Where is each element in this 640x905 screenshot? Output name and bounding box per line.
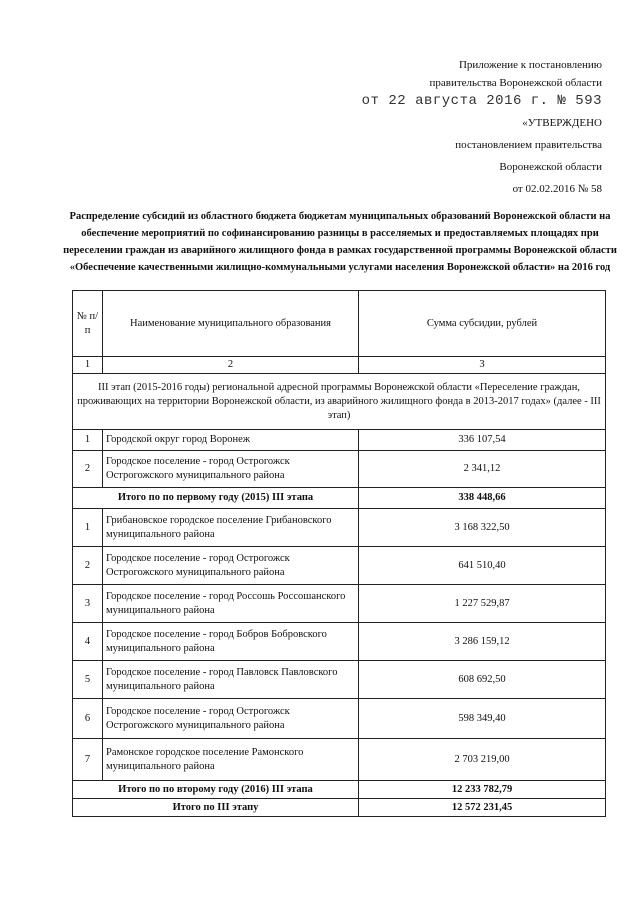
total-label: Итого по по первому году (2015) III этапа (73, 488, 359, 509)
total-sum: 12 572 231,45 (359, 799, 606, 817)
row-number: 3 (73, 585, 103, 623)
row-name: Грибановское городское поселение Грибановского муниципального района (103, 509, 359, 547)
stage-row (73, 374, 606, 430)
row-sum: 598 349,40 (359, 699, 606, 739)
document-title: Распределение субсидий из областного бюджета бюджетам муниципальных образований Воронежской области на обеспечение мероприятий по софинансированию разницы в расселяемых и предоставляемых площадях при переселении граждан из аварийного жилищного фонда в рамках государственной программы Воронежской области «Обеспечение качественными жилищно-коммунальными услугами населения Воронежской области» на 2016 год (63, 211, 617, 273)
row-name: Городской округ город Воронеж (103, 430, 359, 451)
row-name: Городское поселение - город Острогожск Острогожского муниципального района (103, 699, 359, 739)
table-row (73, 739, 606, 781)
table-row (73, 623, 606, 661)
row-sum: 2 703 219,00 (359, 739, 606, 781)
subsidy-table (72, 290, 606, 817)
header-name: Наименование муниципального образования (103, 291, 359, 357)
row-number: 6 (73, 699, 103, 739)
total-sum: 12 233 782,79 (359, 781, 606, 799)
row-name: Рамонское городское поселение Рамонского муниципального района (103, 739, 359, 781)
row-number: 4 (73, 623, 103, 661)
column-number-row (73, 357, 606, 374)
row-name: Городское поселение - город Россошь Россошанского муниципального района (103, 585, 359, 623)
table-row (73, 430, 606, 451)
row-number: 5 (73, 661, 103, 699)
row-sum: 608 692,50 (359, 661, 606, 699)
year2-total-row (73, 781, 606, 799)
row-number: 2 (73, 547, 103, 585)
table-header-row (73, 291, 606, 357)
approval-line: от 02.02.2016 № 58 (512, 183, 602, 195)
approval-line: Воронежской области (499, 161, 602, 173)
grand-total-row (73, 799, 606, 817)
total-sum: 338 448,66 (359, 488, 606, 509)
col-number: 2 (103, 357, 359, 374)
row-sum: 1 227 529,87 (359, 585, 606, 623)
row-number: 1 (73, 509, 103, 547)
table-row (73, 699, 606, 739)
date-stamp: от 22 августа 2016 г. № 593 (361, 93, 602, 109)
approval-line: постановлением правительства (455, 139, 602, 151)
appendix-line: Приложение к постановлению (458, 59, 602, 71)
row-number: 7 (73, 739, 103, 781)
table-row (73, 451, 606, 488)
col-number: 3 (359, 357, 606, 374)
table-row (73, 509, 606, 547)
row-sum: 2 341,12 (359, 451, 606, 488)
col-number: 1 (73, 357, 103, 374)
year1-total-row (73, 488, 606, 509)
stage-description: III этап (2015-2016 годы) региональной адресной программы Воронежской области «Переселение граждан, проживающих на территории Воронежской области, из аварийного жилищного фонда в 2013-2017 годах» (далее - III этап) (73, 374, 606, 430)
row-sum: 3 286 159,12 (359, 623, 606, 661)
row-name: Городское поселение - город Павловск Павловского муниципального района (103, 661, 359, 699)
row-number: 1 (73, 430, 103, 451)
header-number: № п/п (73, 291, 103, 357)
row-number: 2 (73, 451, 103, 488)
appendix-line: правительства Воронежской области (429, 77, 602, 89)
row-sum: 641 510,40 (359, 547, 606, 585)
total-label: Итого по III этапу (73, 799, 359, 817)
table-row (73, 661, 606, 699)
approval-line: «УТВЕРЖДЕНО (522, 117, 602, 129)
row-name: Городское поселение - город Бобров Бобровского муниципального района (103, 623, 359, 661)
row-name: Городское поселение - город Острогожск Острогожского муниципального района (103, 547, 359, 585)
approval-block (455, 112, 602, 200)
row-name: Городское поселение - город Острогожск Острогожского муниципального района (103, 451, 359, 488)
total-label: Итого по по второму году (2016) III этапа (73, 781, 359, 799)
appendix-header (362, 56, 602, 110)
row-sum: 336 107,54 (359, 430, 606, 451)
row-sum: 3 168 322,50 (359, 509, 606, 547)
header-sum: Сумма субсидии, рублей (359, 291, 606, 357)
table-row (73, 547, 606, 585)
table-row (73, 585, 606, 623)
